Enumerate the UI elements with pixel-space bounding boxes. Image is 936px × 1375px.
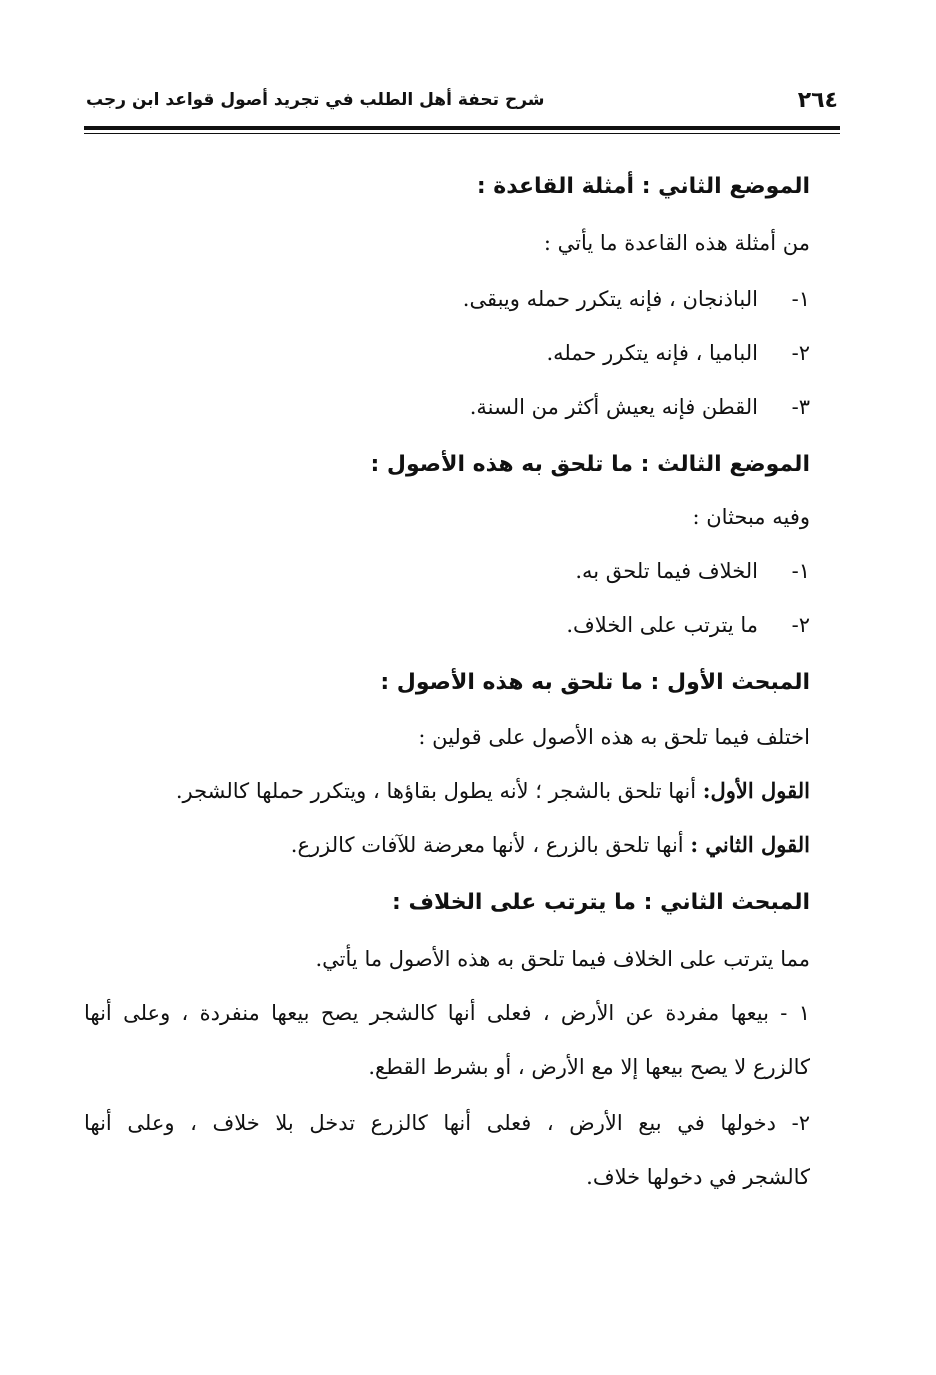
consequence-two-line-two: كالشجر في دخولها خلاف. xyxy=(586,1165,810,1189)
example-text: القطن فإنه يعيش أكثر من السنة. xyxy=(469,395,758,419)
page-number: ٢٦٤ xyxy=(797,88,838,113)
topic-number: ١- xyxy=(791,559,810,583)
topic-text: ما يترتب على الخلاف. xyxy=(566,613,758,637)
example-number: ٣- xyxy=(791,395,810,419)
opinion-two xyxy=(291,830,810,860)
heading-third-topic: الموضع الثالث : ما تلحق به هذه الأصول : xyxy=(370,452,810,477)
topic-item xyxy=(566,610,810,640)
examples-intro: من أمثلة هذه القاعدة ما يأتي : xyxy=(543,231,810,255)
topic-number: ٢- xyxy=(791,613,810,637)
example-number: ٢- xyxy=(791,341,810,365)
header-rule-thick xyxy=(84,126,840,130)
heading-second-section: المبحث الثاني : ما يترتب على الخلاف : xyxy=(392,890,810,915)
opinion-one xyxy=(176,776,810,806)
header-rule-thin xyxy=(84,133,840,134)
consequence-two-line-one: ٢- دخولها في بيع الأرض ، فعلى أنها كالزرع تدخل بلا خلاف ، وعلى أنها xyxy=(84,1111,810,1135)
topic-item xyxy=(575,556,810,586)
consequence-one-line-two: كالزرع لا يصح بيعها إلا مع الأرض ، أو بشرط القطع. xyxy=(368,1055,810,1079)
example-text: الباميا ، فإنه يتكرر حمله. xyxy=(546,341,758,365)
heading-first-section: المبحث الأول : ما تلحق به هذه الأصول : xyxy=(380,670,810,695)
example-item xyxy=(463,284,810,314)
page-header xyxy=(86,86,838,126)
topic-text: الخلاف فيما تلحق به. xyxy=(575,559,758,583)
example-item xyxy=(470,392,810,422)
second-intro: مما يترتب على الخلاف فيما تلحق به هذه الأصول ما يأتي. xyxy=(315,947,810,971)
consequence-one-line-one: ١ - بيعها مفردة عن الأرض ، فعلى أنها كالشجر يصح بيعها منفردة ، وعلى أنها xyxy=(84,1001,810,1025)
heading-examples: الموضع الثاني : أمثلة القاعدة : xyxy=(476,174,810,199)
opinion-two-text: أنها تلحق بالزرع ، لأنها معرضة للآفات كالزرع. xyxy=(290,833,684,857)
opinion-one-text: أنها تلحق بالشجر ؛ لأنه يطول بقاؤها ، ويتكرر حملها كالشجر. xyxy=(175,779,697,803)
example-number: ١- xyxy=(791,287,810,311)
example-text: الباذنجان ، فإنه يتكرر حمله ويبقى. xyxy=(462,287,758,311)
opinion-two-label: القول الثاني : xyxy=(690,832,810,857)
running-title: شرح تحفة أهل الطلب في تجريد أصول قواعد ابن رجب xyxy=(86,90,545,110)
third-intro: وفيه مبحثان : xyxy=(692,505,810,529)
first-intro: اختلف فيما تلحق به هذه الأصول على قولين : xyxy=(418,725,810,749)
opinion-one-label: القول الأول: xyxy=(702,778,810,803)
example-item xyxy=(547,338,811,368)
